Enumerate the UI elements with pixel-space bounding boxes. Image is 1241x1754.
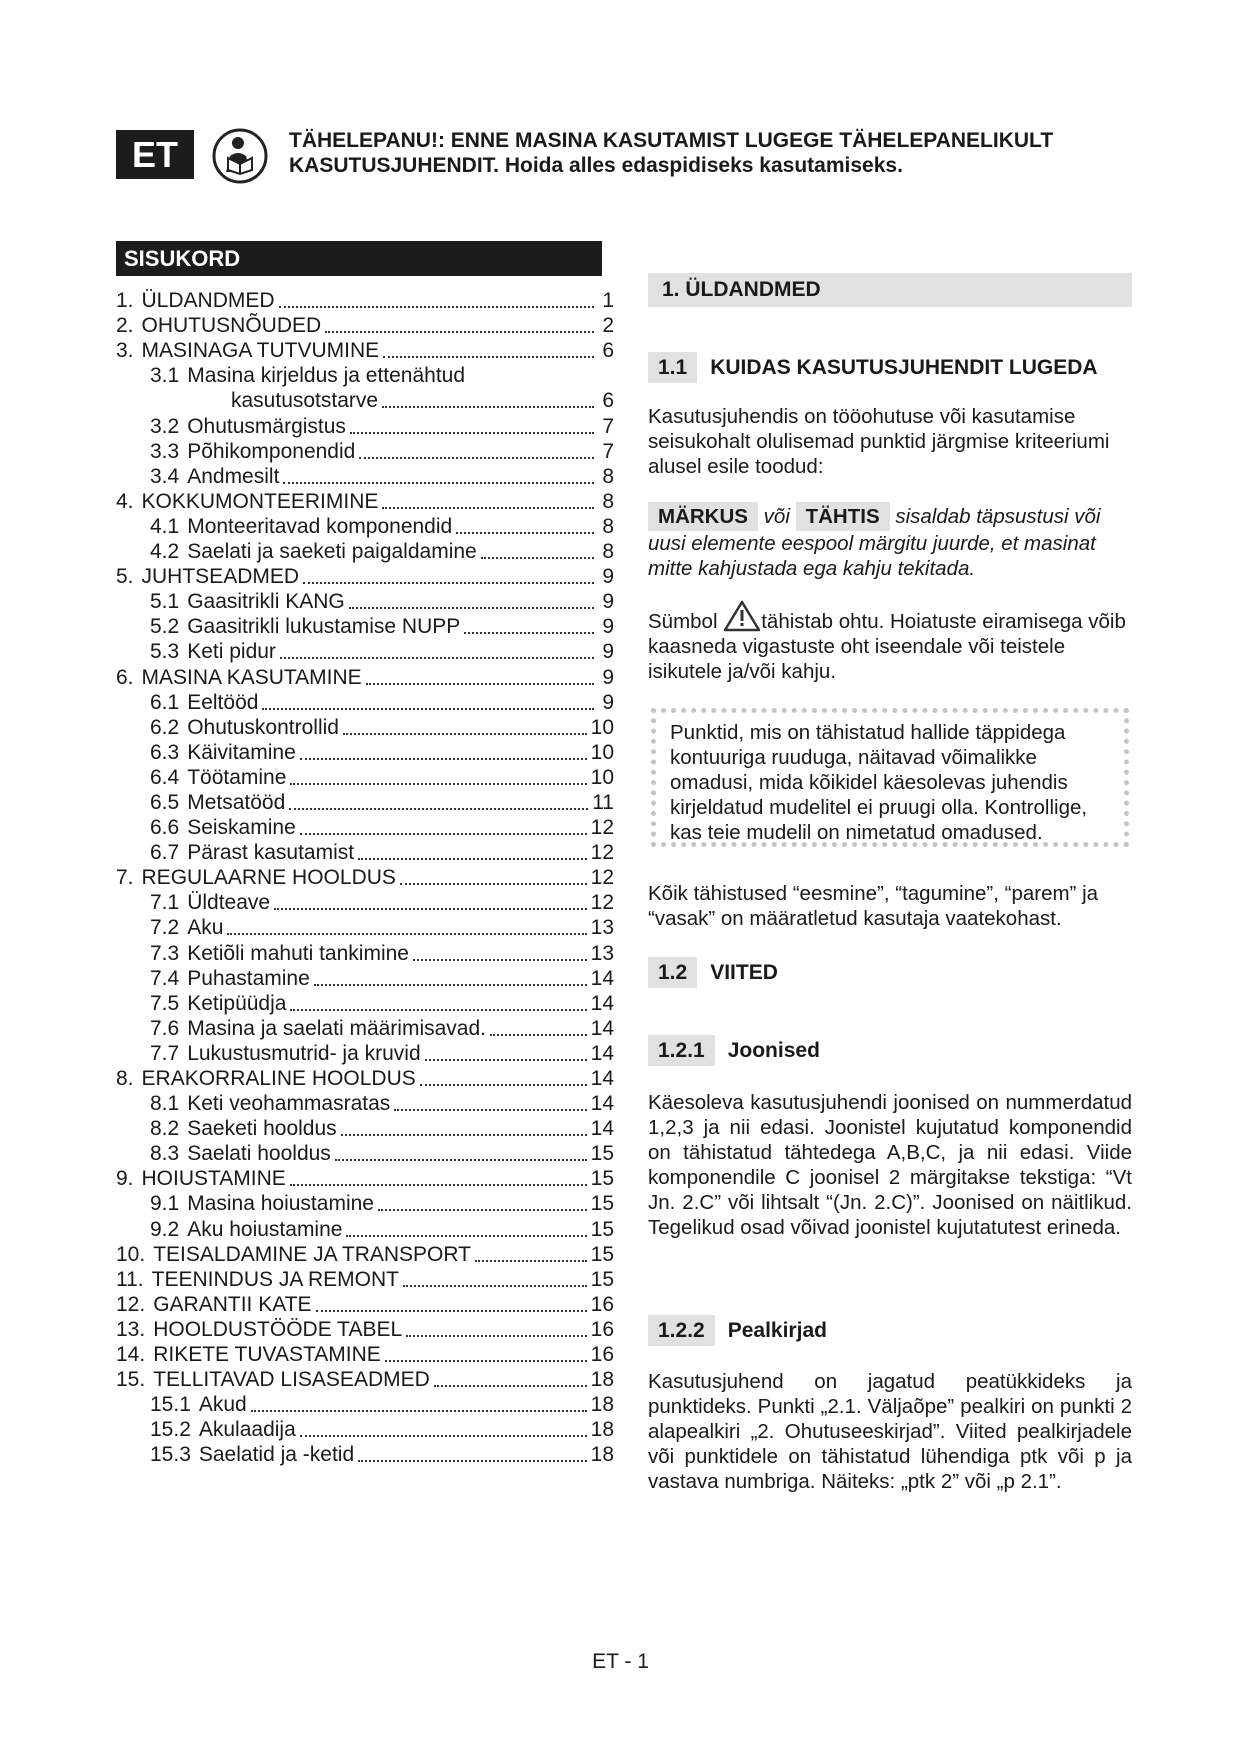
toc-entry-label: Üldteave: [187, 891, 271, 915]
toc-entry-label: Keti veohammasratas: [187, 1092, 391, 1116]
toc-leader-dots: [283, 482, 594, 484]
toc-entry: [116, 966, 614, 991]
toc-entry-page: 9: [602, 565, 614, 589]
toc-entry-number: 9.: [116, 1167, 134, 1191]
toc-entry-number: 7.2: [150, 916, 180, 940]
toc-entry-number: 6.7: [150, 841, 180, 865]
toc-entry-number: 4.: [116, 489, 134, 513]
toc-entry: [116, 1267, 614, 1292]
toc-entry-page: 6: [602, 389, 614, 413]
directions-paragraph: Kõik tähistused “eesmine”, “tagumine”, “parem” ja “vasak” on määratletud kasutaja vaatekohast.: [648, 882, 1099, 930]
subsection-number: 1.2: [648, 957, 697, 988]
toc-entry-page: 15: [590, 1142, 614, 1166]
toc-leader-dots: [346, 1235, 586, 1237]
toc-leader-dots: [378, 1209, 587, 1211]
toc-leader-dots: [383, 356, 594, 358]
toc-entry-number: 3.: [116, 339, 134, 363]
toc-entry-label: Gaasitrikli lukustamise NUPP: [187, 615, 461, 639]
toc-entry-label: Töötamine: [187, 765, 287, 789]
toc-leader-dots: [300, 833, 587, 835]
toc-entry-label: Lukustusmutrid- ja kruvid: [187, 1041, 421, 1065]
toc-entry-page: 12: [590, 866, 614, 890]
toc-entry-label: Masina ja saelati määrimisavad.: [187, 1016, 486, 1040]
toc-entry-page: 16: [590, 1317, 614, 1341]
toc-entry: [116, 614, 614, 639]
toc-entry-page: 14: [590, 1092, 614, 1116]
optional-features-text: Punktid, mis on tähistatud hallide täppidega kontuuriga ruuduga, näitavad võimalikke omadusi, mida kõikidel käesolevas juhendis kirjeldatud mudelitel ei pruugi olla. Kontrollige, kas teie mudelil on nimetatud omadused.: [670, 721, 1088, 844]
toc-entry-number: 15.: [116, 1368, 146, 1392]
toc-entry: [116, 1116, 614, 1141]
toc-entry: [116, 338, 614, 363]
reading-manual-icon: [208, 128, 272, 184]
toc-entry-page: 14: [590, 991, 614, 1015]
note-label: MÄRKUS: [648, 502, 758, 531]
toc-entry-number: 7.1: [150, 891, 180, 915]
toc-entry-page: 14: [590, 1016, 614, 1040]
subsection-number: 1.2.1: [648, 1035, 715, 1066]
toc-entry: [116, 1317, 614, 1342]
toc-entry: [116, 664, 614, 689]
toc-entry-label: REGULAARNE HOOLDUS: [141, 866, 396, 890]
toc-leader-dots: [279, 306, 594, 308]
figures-paragraph: Käesoleva kasutusjuhendi joonised on nummerdatud 1,2,3 ja nii edasi. Joonistel kujutatud komponendid on tähistatud tähtedega A,B,C, ja nii edasi. Viide komponendile C joonisel 2 märgitakse tekstiga: “Vt Jn. 2.C” või lihtsalt “(Jn. 2.C)”. Joonised on näitlikud. Tegelikud osad võivad joonistel kujutatutest erineda.: [648, 1091, 1132, 1239]
toc-entry-label: Põhikomponendid: [187, 439, 356, 463]
toc-entry-number: 4.1: [150, 514, 180, 538]
toc-leader-dots: [343, 733, 587, 735]
toc-entry-label: Andmesilt: [187, 464, 280, 488]
toc-entry-number: 6.5: [150, 790, 180, 814]
toc-entry: [116, 1066, 614, 1091]
toc-leader-dots: [490, 1034, 587, 1036]
toc-leader-dots: [400, 883, 587, 885]
toc-entry-number: 2.: [116, 314, 134, 338]
toc-leader-dots: [434, 1385, 587, 1387]
toc-leader-dots: [382, 406, 594, 408]
toc-entry-page: 10: [590, 715, 614, 739]
symbol-paragraph: [648, 600, 1132, 684]
toc-entry-number: 3.1: [150, 364, 180, 388]
toc-entry-label: Puhastamine: [187, 966, 310, 990]
toc-entry-page: 12: [590, 841, 614, 865]
toc-entry: [116, 539, 614, 564]
toc-entry-label: KOKKUMONTEERIMINE: [141, 489, 379, 513]
toc-entry-number: 14.: [116, 1343, 146, 1367]
toc-entry-page: 13: [590, 941, 614, 965]
toc-entry-page: 2: [602, 314, 614, 338]
toc-entry-label: Ketipüüdja: [187, 991, 287, 1015]
warning-line-1: TÄHELEPANU!: ENNE MASINA KASUTAMIST LUGEGE TÄHELEPANELIKULT: [289, 129, 1054, 152]
toc-entry-page: 15: [590, 1167, 614, 1191]
toc-entry: [116, 1016, 614, 1041]
toc-entry-page: 16: [590, 1343, 614, 1367]
toc-entry: [116, 815, 614, 840]
toc-entry-number: 6.6: [150, 816, 180, 840]
note-text: sisaldab täpsustusi või uusi elemente eespool märgitu juurde, et masinat mitte kahjustada ega kahju tekitada.: [648, 505, 1101, 580]
toc-entry-number: 7.: [116, 866, 134, 890]
toc-leader-dots: [385, 1360, 587, 1362]
toc-leader-dots: [406, 1335, 586, 1337]
toc-entry-page: 7: [602, 439, 614, 463]
toc-leader-dots: [314, 984, 587, 986]
toc-entry-label: ERAKORRALINE HOOLDUS: [141, 1067, 416, 1090]
subsection-title: Joonised: [727, 1038, 820, 1062]
subsection-title: KUIDAS KASUTUSJUHENDIT LUGEDA: [710, 355, 1098, 379]
toc-entry-page: 18: [590, 1418, 614, 1442]
toc-leader-dots: [325, 331, 594, 333]
toc-entry-page: 1: [602, 289, 614, 313]
toc-entry: [116, 1442, 614, 1467]
toc-entry-page: 16: [590, 1292, 614, 1316]
toc-entry-page: 14: [590, 1117, 614, 1141]
toc-entry-number: 6.3: [150, 740, 180, 764]
toc-entry-number: 8.2: [150, 1117, 180, 1141]
toc-entry-number: 9.1: [150, 1192, 180, 1216]
toc-entry-number: 7.3: [150, 941, 180, 965]
note-or-text: või: [763, 505, 790, 528]
toc-title: SISUKORD: [116, 241, 602, 276]
toc-entry-number: 3.3: [150, 439, 180, 463]
toc-entry-number: 6.4: [150, 765, 180, 789]
toc-leader-dots: [303, 582, 594, 584]
toc-entry-number: 3.2: [150, 414, 180, 438]
toc-entry-number: 11.: [116, 1267, 144, 1291]
toc-entry: [116, 940, 614, 965]
subsection-title: Pealkirjad: [727, 1318, 827, 1342]
toc-entry-page: 7: [602, 414, 614, 438]
toc-entry: [116, 991, 614, 1016]
toc-entry-number: 15.2: [150, 1418, 191, 1442]
toc-entry-label: MASINAGA TUTVUMINE: [141, 339, 380, 363]
toc-entry-label: Ohutusmärgistus: [187, 414, 346, 438]
toc-entry-label: Eeltööd: [187, 690, 259, 714]
toc-leader-dots: [394, 1109, 586, 1111]
toc-entry-label: Keti pidur: [187, 640, 276, 664]
toc-entry-number: 7.5: [150, 991, 180, 1015]
toc-entry-label: Saelati hooldus: [187, 1142, 331, 1166]
toc-entry-page: 15: [590, 1217, 614, 1241]
toc-entry: [116, 1292, 614, 1317]
toc-entry-label: OHUTUSNÕUDED: [141, 314, 322, 338]
toc-entry-number: 8.3: [150, 1142, 180, 1166]
toc-entry-page: 9: [602, 690, 614, 714]
toc-entry-page: 15: [590, 1267, 614, 1291]
toc-leader-dots: [425, 1059, 587, 1061]
toc-entry-label: JUHTSEADMED: [141, 565, 300, 589]
toc-entry: [116, 439, 614, 464]
toc-entry-number: 6.: [116, 665, 134, 689]
toc-entry-label: Saeketi hooldus: [187, 1117, 337, 1141]
toc-entry-label: Käivitamine: [187, 740, 296, 764]
toc-entry: [116, 1242, 614, 1267]
toc-leader-dots: [366, 683, 594, 685]
toc-entry-label: Saelati ja saeketi paigaldamine: [187, 540, 477, 564]
toc-entry-number: 6.1: [150, 690, 180, 714]
toc-entry-label: Akud: [198, 1393, 247, 1417]
toc-entry: [116, 288, 614, 313]
toc-entry-page: 14: [590, 966, 614, 990]
subsection-number: 1.2.2: [648, 1315, 715, 1346]
subsection-number: 1.1: [648, 352, 697, 383]
toc-entry-page: 18: [590, 1443, 614, 1467]
toc-entry: [116, 740, 614, 765]
toc-leader-dots: [420, 1084, 587, 1086]
subsection-1-2-1-heading: [648, 1035, 820, 1066]
toc-entry: [116, 890, 614, 915]
toc-entry-label: Saelatid ja -ketid: [198, 1443, 355, 1467]
toc-entry: [116, 715, 614, 740]
toc-entry-page: 14: [590, 1041, 614, 1065]
toc-leader-dots: [251, 1410, 587, 1412]
toc-leader-dots: [464, 632, 594, 634]
toc-entry-number: 9.2: [150, 1217, 180, 1241]
toc-entry-number: 4.2: [150, 540, 180, 564]
toc-entry-page: 11: [592, 790, 614, 814]
toc-leader-dots: [335, 1159, 587, 1161]
toc-leader-dots: [290, 783, 586, 785]
toc-entry-page: 14: [590, 1067, 614, 1090]
toc-entry: [116, 514, 614, 539]
toc-entry-number: 13.: [116, 1317, 146, 1341]
toc-entry-page: 8: [602, 540, 614, 564]
toc-entry-page: 18: [590, 1368, 614, 1392]
toc-leader-dots: [456, 532, 594, 534]
toc-entry-page: 8: [602, 514, 614, 538]
toc-leader-dots: [358, 1460, 587, 1462]
toc-entry-label: TELLITAVAD LISASEADMED: [153, 1368, 430, 1392]
subsection-title: VIITED: [710, 960, 778, 984]
toc-entry-page: 12: [590, 891, 614, 915]
toc-leader-dots: [481, 557, 594, 559]
toc-entry: [116, 413, 614, 438]
toc-entry-label: HOOLDUSTÖÖDE TABEL: [153, 1317, 403, 1341]
toc-entry-number: 3.4: [150, 464, 180, 488]
toc-entry-label: TEISALDAMINE JA TRANSPORT: [153, 1242, 472, 1266]
toc-entry-page: 10: [590, 740, 614, 764]
warning-line-2: KASUTUSJUHENDIT. Hoida alles edaspidiseks kasutamiseks.: [289, 154, 903, 177]
toc-entry-number: 15.3: [150, 1443, 191, 1467]
optional-features-box: [651, 708, 1129, 847]
toc-entry-number: 5.1: [150, 590, 180, 614]
toc-entry-page: 8: [602, 464, 614, 488]
toc-entry-label: Aku hoiustamine: [187, 1217, 343, 1241]
toc-entry-label: TEENINDUS JA REMONT: [151, 1267, 399, 1291]
toc-entry: [116, 313, 614, 338]
toc-entry-page: 9: [602, 615, 614, 639]
intro-paragraph: Kasutusjuhendis on tööohutuse või kasutamise seisukohalt olulisemad punktid järgmise kriteeriumi alusel esile toodud:: [648, 405, 1110, 478]
toc-entry: [116, 915, 614, 940]
toc-entry-number: 5.3: [150, 640, 180, 664]
toc-entry: [116, 564, 614, 589]
toc-leader-dots: [359, 457, 594, 459]
toc-entry: [116, 690, 614, 715]
toc-leader-dots: [290, 1184, 587, 1186]
toc-leader-dots: [262, 708, 594, 710]
subsection-1-2-heading: [648, 957, 778, 988]
toc-entry: [116, 639, 614, 664]
toc-entry-number: 5.2: [150, 615, 180, 639]
toc-entry: [116, 1191, 614, 1216]
toc-entry-page: 15: [590, 1192, 614, 1216]
toc-entry-label: Akulaadija: [198, 1418, 296, 1442]
toc-entry: [116, 790, 614, 815]
toc-leader-dots: [316, 1310, 587, 1312]
toc-entry: [116, 865, 614, 890]
toc-leader-dots: [349, 607, 594, 609]
toc-entry-label: ÜLDANDMED: [141, 289, 275, 313]
toc-entry-label: GARANTII KATE: [153, 1292, 312, 1316]
toc-entry: [116, 1417, 614, 1442]
toc-entry-label: Masina kirjeldus ja ettenähtud: [187, 364, 466, 388]
toc-entry-page: 18: [590, 1393, 614, 1417]
language-badge: ET: [116, 130, 194, 179]
toc-entry: [116, 363, 614, 388]
toc-entry-page: 10: [590, 765, 614, 789]
toc-entry-number: 7.7: [150, 1041, 180, 1065]
table-of-contents: [116, 288, 614, 1467]
toc-entry: [116, 1041, 614, 1066]
toc-leader-dots: [358, 858, 587, 860]
toc-entry-number: 8.: [116, 1067, 134, 1090]
toc-entry-number: 5.: [116, 565, 134, 589]
toc-entry: [116, 589, 614, 614]
toc-entry: [116, 1216, 614, 1241]
toc-entry-page: 13: [590, 916, 614, 940]
symbol-prefix: Sümbol: [648, 610, 718, 633]
toc-entry-number: 15.1: [150, 1393, 191, 1417]
toc-entry-number: 10.: [116, 1242, 146, 1266]
toc-entry: [116, 1367, 614, 1392]
toc-entry-number: 7.6: [150, 1016, 180, 1040]
toc-entry: [116, 765, 614, 790]
toc-leader-dots: [289, 808, 588, 810]
toc-entry: [116, 464, 614, 489]
toc-entry: [116, 1166, 614, 1191]
toc-entry-page: 8: [602, 489, 614, 513]
toc-entry-label: Ketiõli mahuti tankimine: [187, 941, 409, 965]
warning-notice: [289, 128, 1189, 178]
warning-triangle-icon: [723, 600, 761, 632]
page-number: ET - 1: [592, 1650, 649, 1673]
section-1-title: 1. ÜLDANDMED: [648, 273, 1132, 307]
toc-entry-number: 12.: [116, 1292, 146, 1316]
toc-leader-dots: [350, 432, 594, 434]
toc-entry: [116, 1342, 614, 1367]
toc-leader-dots: [475, 1260, 587, 1262]
toc-entry: [116, 1091, 614, 1116]
toc-entry-label: Gaasitrikli KANG: [187, 590, 345, 614]
toc-leader-dots: [280, 657, 594, 659]
toc-entry: [116, 1141, 614, 1166]
toc-entry-label: Aku: [187, 916, 224, 940]
toc-entry-page: 9: [602, 640, 614, 664]
toc-entry: [116, 1392, 614, 1417]
toc-entry: [116, 489, 614, 514]
toc-leader-dots: [227, 933, 586, 935]
toc-entry-page: 9: [602, 665, 614, 689]
toc-entry-label: Masina hoiustamine: [187, 1192, 374, 1216]
toc-entry-page: 9: [602, 590, 614, 614]
toc-entry-label: Pärast kasutamist: [187, 841, 355, 865]
toc-entry-label: MASINA KASUTAMINE: [141, 665, 362, 689]
toc-entry-label: Metsatööd: [187, 790, 286, 814]
toc-leader-dots: [413, 959, 587, 961]
toc-entry-number: 7.4: [150, 966, 180, 990]
toc-entry-label: Ohutuskontrollid: [187, 715, 339, 739]
toc-leader-dots: [290, 1009, 586, 1011]
toc-leader-dots: [300, 758, 587, 760]
toc-leader-dots: [382, 507, 594, 509]
toc-leader-dots: [341, 1134, 587, 1136]
toc-leader-dots: [300, 1435, 587, 1437]
toc-entry-page: 15: [590, 1242, 614, 1266]
toc-entry-continuation: [116, 388, 614, 413]
toc-entry-label: Monteeritavad komponendid: [187, 514, 453, 538]
toc-entry-page: 6: [602, 339, 614, 363]
symbol-text: tähistab ohtu. Hoiatuste eiramisega võib kaasneda vigastuste oht iseendale või teistele isikutele ja/või kahju.: [648, 610, 1126, 683]
toc-entry: [116, 840, 614, 865]
toc-leader-dots: [274, 908, 587, 910]
toc-entry-number: 8.1: [150, 1092, 180, 1116]
toc-entry-number: 6.2: [150, 715, 180, 739]
note-paragraph: [648, 502, 1132, 581]
headings-paragraph: Kasutusjuhend on jagatud peatükkideks ja punktideks. Punkti „2.1. Väljaõpe” pealkiri on punkti 2 alapealkiri „2. Ohutuseeskirjad”. Viited pealkirjadele või punktidele on tähistatud lühendiga ptk või p ja vastava numbriga. Näiteks: „ptk 2” või „p 2.1”.: [648, 1370, 1132, 1493]
subsection-1-1-heading: [648, 352, 1098, 383]
toc-entry-page: 12: [590, 816, 614, 840]
toc-entry-number: 1.: [116, 289, 134, 313]
toc-entry-label: Seiskamine: [187, 816, 296, 840]
toc-leader-dots: [403, 1285, 587, 1287]
subsection-1-2-2-heading: [648, 1315, 827, 1346]
toc-entry-label: HOIUSTAMINE: [141, 1167, 286, 1191]
toc-entry-label-continued: kasutusotstarve: [231, 389, 379, 413]
important-label: TÄHTIS: [796, 502, 890, 531]
toc-entry-label: RIKETE TUVASTAMINE: [153, 1343, 381, 1367]
